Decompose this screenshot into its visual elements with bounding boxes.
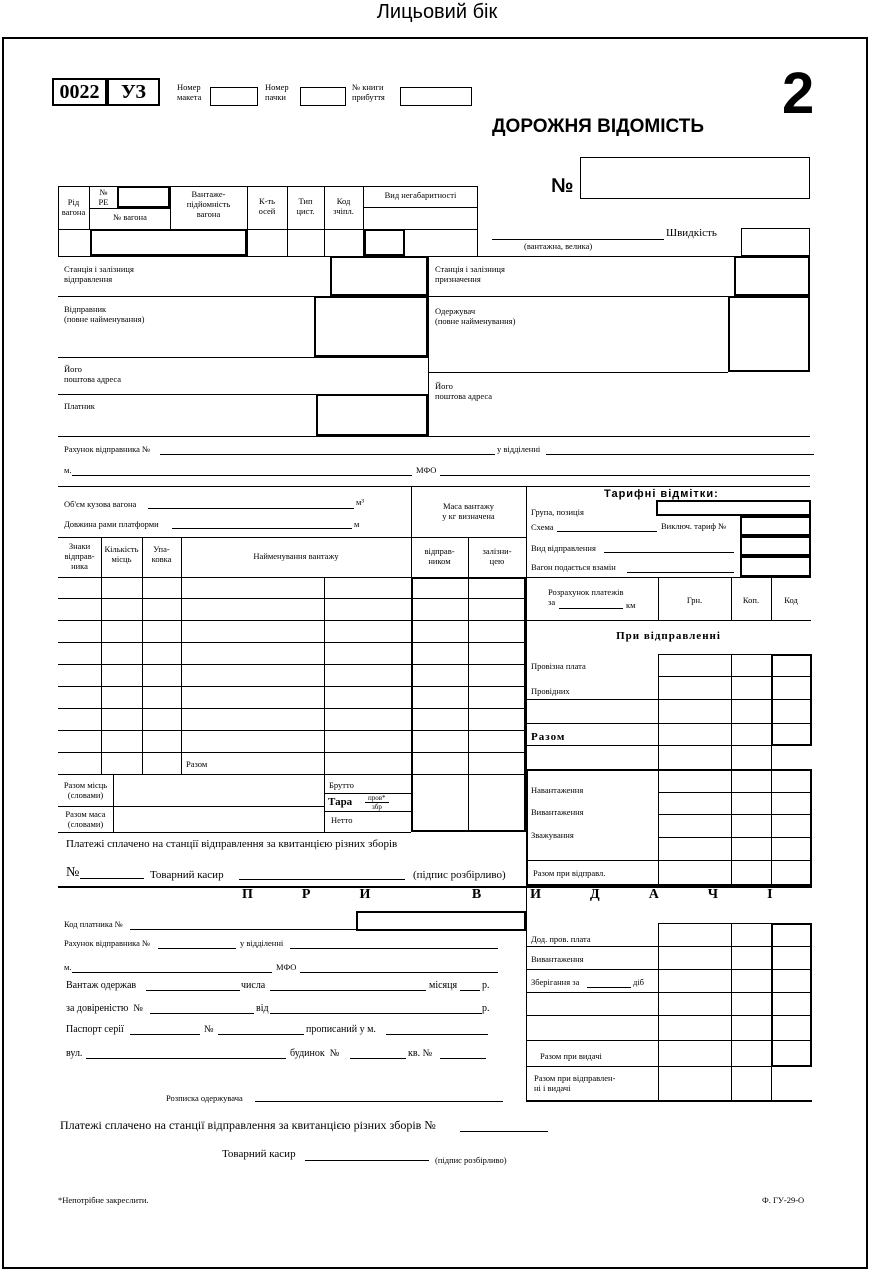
frame-length-label: Довжина рами платформи (64, 519, 159, 529)
payer-code-label: Код платника № (64, 919, 123, 929)
registered-label: прописаний у м. (306, 1024, 376, 1035)
code-label: Код (784, 595, 798, 605)
oversize-label: Вид негабаритності (384, 190, 457, 200)
sender-code[interactable] (314, 296, 428, 357)
at-delivery-label: П Р И В И Д А Ч І (242, 887, 787, 902)
receiver-code[interactable] (728, 296, 810, 372)
city-label: м. (64, 465, 72, 475)
wagon-kind-label: Рід вагона (61, 197, 86, 217)
house-label: будинок № (290, 1048, 340, 1059)
total-row-label: Разом (186, 759, 208, 769)
at-branch-label: у відділенні (497, 444, 541, 454)
signs-label: Знаки відправ- ника (64, 541, 95, 571)
tare-frac-top: пров* (368, 794, 386, 802)
dispatch-type-label: Вид відправлення (531, 543, 596, 553)
km-label: км (626, 600, 636, 610)
storage-label: Зберігання за (531, 977, 580, 987)
exclusive-tariff-field[interactable] (740, 516, 811, 536)
form-code-left: 0022 (52, 78, 107, 106)
year-label: р. (482, 980, 490, 991)
by-sender-label: відправ- ником (424, 546, 455, 566)
wagon-replace-field[interactable] (740, 556, 811, 577)
unloading-label: Вивантаження (531, 807, 584, 817)
mfo2-label: МФО (276, 962, 297, 972)
mass-column-box (411, 577, 526, 832)
waybill-number-field[interactable] (580, 157, 810, 199)
dispatch-code-box (771, 654, 812, 746)
cashier2-label: Товарний касир (222, 1148, 296, 1160)
no-sign: № (66, 865, 80, 880)
by-power-label: за довіреністю № (66, 1003, 143, 1014)
mfo-label: МФО (416, 465, 437, 475)
model-number-field[interactable] (210, 87, 258, 106)
apt-label: кв. № (408, 1048, 433, 1059)
speed-hint: (вантажна, велика) (524, 241, 593, 251)
sign-legibly-label: (підпис розбірливо) (413, 869, 506, 881)
tank-type-label: Тип цист. (296, 196, 315, 216)
gross-label: Брутто (329, 780, 354, 790)
sign-legibly2-label: (підпис розбірливо) (435, 1155, 507, 1165)
number-sign: № (551, 175, 574, 197)
dispatch-type-field[interactable] (740, 536, 811, 556)
exclusive-tariff-label: Виключ. тариф № (661, 521, 727, 531)
dest-station-label: Станція і залізниця призначення (435, 264, 505, 284)
m-unit-label: м (354, 519, 360, 529)
loading-label: Навантаження (531, 785, 584, 795)
from-label: від (256, 1003, 269, 1014)
receipt-label: Розписка одержувача (166, 1093, 243, 1103)
body-volume-label: Об'єм кузова вагона (64, 499, 137, 509)
received-cargo-label: Вантаж одержав (66, 980, 137, 991)
escorts-label: Провідних (531, 686, 570, 696)
days-label: діб (633, 977, 645, 987)
passport-no-label: № (204, 1024, 214, 1035)
form-title: ДОРОЖНЯ ВІДОМІСТЬ (492, 116, 705, 137)
month-label: місяця (429, 980, 458, 991)
payer-code[interactable] (316, 394, 428, 436)
group-position-field[interactable] (656, 500, 811, 516)
payer-label: Платник (64, 401, 95, 411)
axles-label: К-ть осей (258, 196, 276, 216)
total-dispatch-label: Разом при відправл. (533, 868, 606, 878)
passport-label: Паспорт серії (66, 1024, 124, 1035)
delivery-code-box (771, 923, 812, 1067)
dep-station-code[interactable] (330, 256, 428, 296)
unloading2-label: Вивантаження (531, 954, 584, 964)
total-dispatch-bold: Разом (531, 731, 566, 743)
at-branch2-label: у відділенні (240, 938, 284, 948)
kop-label: Коп. (742, 595, 760, 605)
packing-label: Упа- ковка (151, 544, 172, 564)
scheme-label: Схема (531, 522, 554, 532)
tare-label: Тара (328, 796, 353, 808)
arrival-book-label: № книги прибуття (352, 82, 385, 102)
capacity-label: Вантаже- підйомність вагона (186, 189, 231, 219)
travel-fee-label: Провізна плата (531, 661, 586, 671)
cargo-mass-label: Маса вантажу у кг визначена (442, 501, 495, 521)
receiver-address-label: Його поштова адреса (435, 381, 492, 401)
form-number: 2 (782, 61, 815, 126)
dest-station-code[interactable] (734, 256, 810, 296)
paid-dep-fees-label: Платежі сплачено на станції відправлення за квитанцією різних зборів (66, 838, 398, 850)
page-header: Лицьовий бік (376, 1, 498, 23)
day-of-label: числа (241, 980, 266, 991)
speed-field[interactable] (741, 228, 810, 256)
at-dispatch-label: При відправленні (616, 630, 721, 642)
sender-account-label: Рахунок відправника № (64, 444, 151, 454)
payer-code-field[interactable] (356, 911, 526, 931)
re-number-field[interactable] (117, 186, 170, 208)
model-number-label: Номер макета (177, 82, 202, 102)
arrival-book-field[interactable] (400, 87, 472, 106)
year2-label: р. (482, 1003, 490, 1014)
weighing-label: Зважування (531, 830, 574, 840)
wagon-number-label: № вагона (113, 212, 147, 222)
net-label: Нетто (331, 815, 353, 825)
m3-label: м³ (356, 497, 364, 507)
pack-number-label: Номер пачки (265, 82, 289, 102)
total-delivery-label: Разом при видачі (540, 1051, 602, 1061)
receiver-label: Одержувач (повне найменування) (435, 306, 516, 326)
payment-calc-label: Розрахунок платежів за (548, 587, 624, 607)
coupling-code-field[interactable] (364, 229, 405, 256)
uah-label: Грн. (686, 595, 703, 605)
total-mass-label: Разом маса (словами) (65, 809, 106, 829)
form-id: Ф. ГУ-29-О (762, 1195, 805, 1205)
extra-fee-label: Дод. пров. плата (531, 934, 591, 944)
footnote: *Непотрібне закреслити. (58, 1195, 149, 1205)
tare-frac-bottom: збр (372, 803, 382, 811)
by-rail-label: залізни- цею (482, 546, 512, 566)
re-number-label: № РЕ (98, 187, 109, 207)
paid-dep-fees2-label: Платежі сплачено на станції відправлення за квитанцією різних зборів № (60, 1118, 436, 1132)
total-both-label: Разом при відправлен- ні і видачі (534, 1073, 616, 1093)
city2-label: м. (64, 962, 72, 972)
cargo-name-label: Найменування вантажу (253, 551, 339, 561)
wagon-number-field[interactable] (90, 229, 247, 256)
places-count-label: Кількість місць (104, 544, 139, 564)
wagon-replace-label: Вагон подається взамін (531, 562, 616, 572)
pack-number-field[interactable] (300, 87, 346, 106)
sender-account2-label: Рахунок відправника № (64, 938, 151, 948)
sender-address-label: Його поштова адреса (64, 364, 121, 384)
tariff-marks-label: Тарифні відмітки: (604, 488, 719, 500)
cashier-label: Товарний касир (150, 869, 224, 881)
form-code-right: УЗ (107, 78, 160, 106)
sender-label: Відправник (повне найменування) (64, 304, 145, 324)
street-label: вул. (66, 1048, 83, 1059)
dep-station-label: Станція і залізниця відправлення (64, 264, 134, 284)
coupling-code-label: Код зчіпл. (333, 196, 354, 216)
group-position-label: Група, позиція (531, 507, 584, 517)
total-places-label: Разом місць (словами) (63, 780, 108, 800)
speed-label: Швидкість (666, 227, 717, 239)
